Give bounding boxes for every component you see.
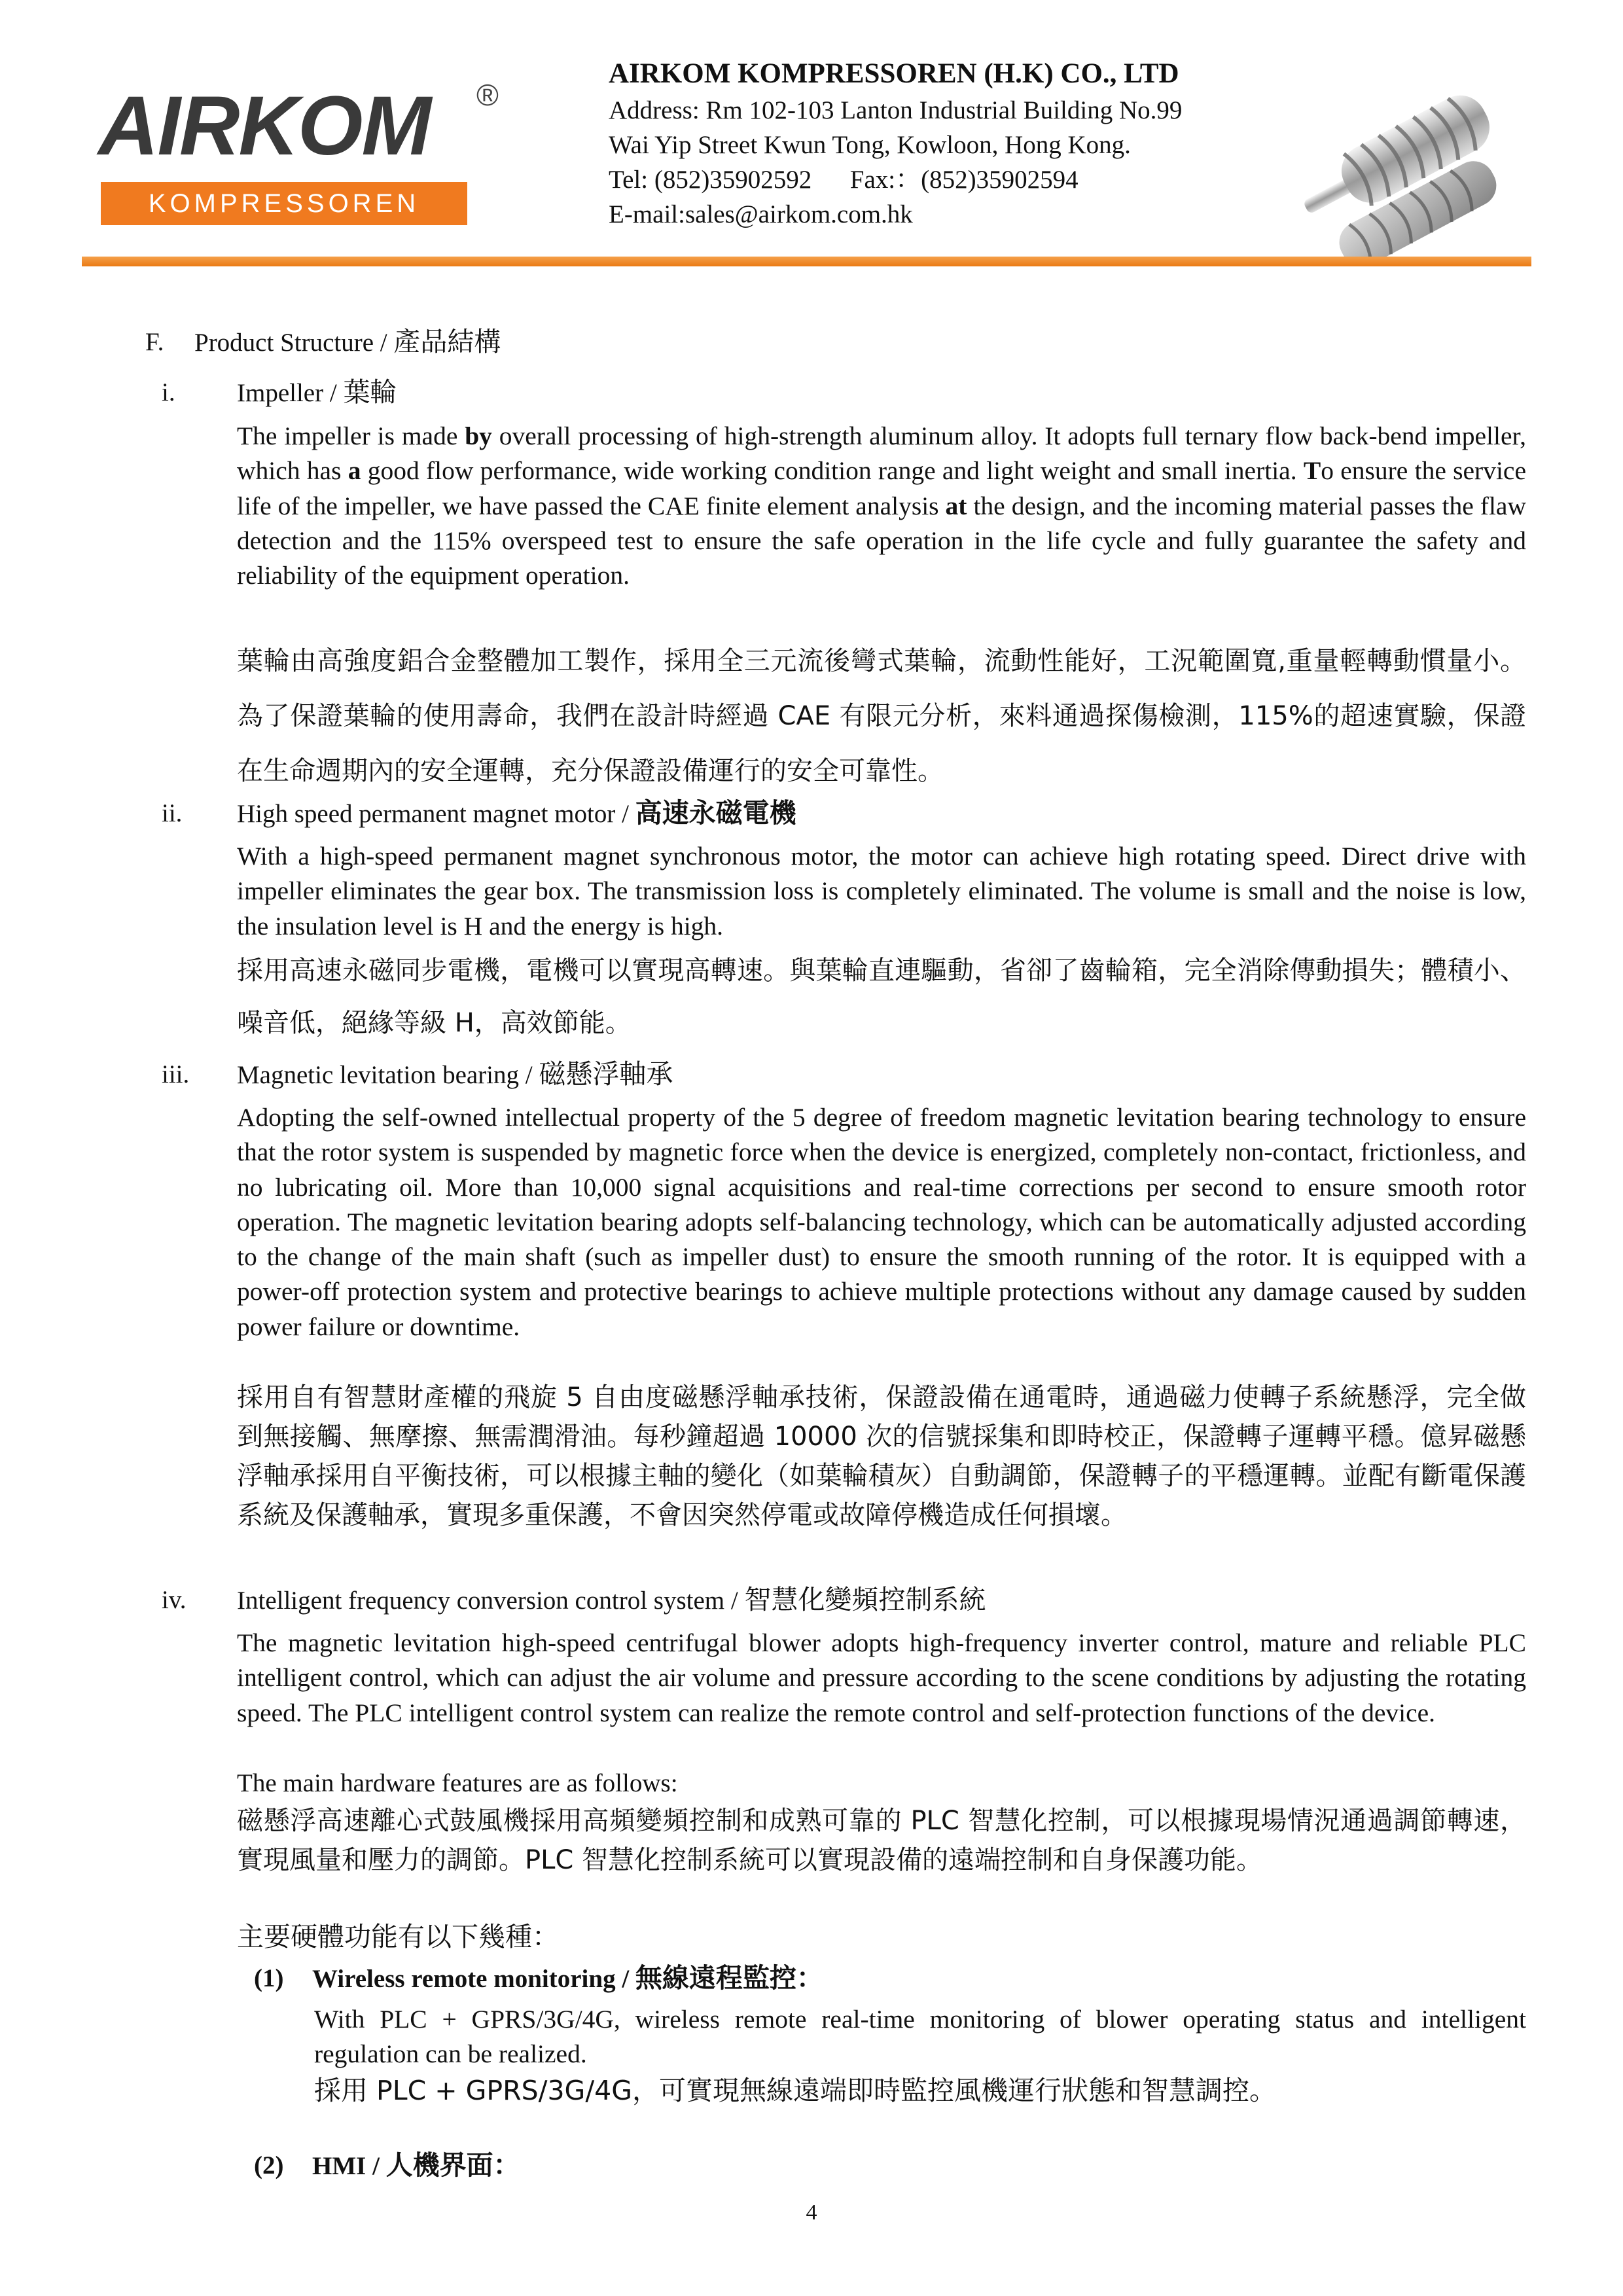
item-ii-paragraph-en: With a high-speed permanent magnet synchronous motor, the motor can achieve high rotating speed. Direct drive with impeller eliminates the gear box. The transmission loss is completely eliminated. The volume is small and the noise is low, the insulation level is H and the energy is high.	[237, 842, 1526, 941]
item-iv-title-zh: 智慧化變頻控制系統	[744, 1584, 986, 1615]
item-iii-marker: iii.	[162, 1060, 190, 1088]
item-iv-title	[237, 1583, 986, 1618]
sub-2-title-zh: 人機界面：	[385, 2149, 520, 2181]
company-address-line-2: Wai Yip Street Kwun Tong, Kowloon, Hong Kong.	[609, 131, 1131, 159]
sub-2-marker: (2)	[254, 2151, 284, 2179]
item-iv-title-en: Intelligent frequency conversion control system /	[237, 1587, 745, 1615]
company-logo	[98, 77, 517, 228]
company-email: E-mail:sales@airkom.com.hk	[609, 200, 913, 228]
item-iii-paragraph-zh: 採用自有智慧財產權的飛旋 5 自由度磁懸浮軸承技術，保證設備在通電時，通過磁力使轉子系統懸浮，完全做到無接觸、無摩擦、無需潤滑油。每秒鐘超過 10000 次的信號採集和即時校正，保證轉子運轉平穩。億昇磁懸浮軸承採用自平衡技術，可以根據主軸的變化（如葉輪積灰）自動調節，保證轉子的平穩運轉。並配有斷電保護系統及保護軸承，實現多重保護，不會因突然停電或故障停機造成任何損壞。	[237, 1382, 1526, 1530]
page-number: 4	[806, 2200, 817, 2225]
item-iv-paragraph-zh: 磁懸浮高速離心式鼓風機採用高頻變頻控制和成熟可靠的 PLC 智慧化控制，可以根據現場情況通過調節轉速，實現風量和壓力的調節。PLC 智慧化控制系統可以實現設備的遠端控制和自身保護功能。	[237, 1806, 1526, 1875]
item-ii-marker: ii.	[162, 799, 183, 827]
item-iv-features-en: The main hardware features are as follows:	[237, 1769, 678, 1797]
item-ii-title-zh: 高速永磁電機	[635, 797, 796, 829]
logo-wordmark: AIRKOM	[98, 79, 431, 173]
item-ii-title	[237, 796, 796, 831]
company-address-line-1: Address: Rm 102-103 Lanton Industrial Building No.99	[609, 96, 1183, 124]
item-iv-features-zh: 主要硬體功能有以下幾種：	[237, 1921, 559, 1952]
section-title-zh: 產品結構	[393, 326, 501, 357]
sub-1-title	[312, 1961, 823, 1996]
header-divider	[82, 257, 1531, 266]
item-ii-title-en: High speed permanent magnet motor /	[237, 800, 635, 828]
item-iii-paragraph-en: Adopting the self-owned intellectual property of the 5 degree of freedom magnetic levitation bearing technology to ensure that the rotor system is suspended by magnetic force when the device is energized, completely non-contact, frictionless, and no lubricating oil. More than 10,000 signal acquisitions and real-time corrections per second to ensure smooth rotor operation. The magnetic levitation bearing adopts self-balancing technology, which can be automatically adjusted according to the change of the main shaft (such as impeller dust) to ensure the smooth running of the rotor. It is equipped with a power-off protection system and protective bearings to achieve multiple protections without any damage caused by sudden power failure or downtime.	[237, 1103, 1526, 1341]
item-i-marker: i.	[162, 378, 175, 406]
item-iv-paragraph-en: The magnetic levitation high-speed centrifugal blower adopts high-frequency inverter control, mature and reliable PLC intelligent control, which can adjust the air volume and pressure according to the scene conditions by adjusting the rotating speed. The PLC intelligent control system can realize the remote control and self-protection functions of the device.	[237, 1628, 1526, 1727]
sub-1-title-en: Wireless remote monitoring /	[312, 1965, 635, 1993]
company-tel-fax: Tel: (852)35902592 Fax:：(852)35902594	[609, 166, 1079, 194]
company-info	[609, 55, 1296, 232]
section-title-en: Product Structure /	[194, 329, 394, 357]
item-i-title-en: Impeller /	[237, 379, 344, 407]
sub-1-paragraph-zh: 採用 PLC + GPRS/3G/4G，可實現無線遠端即時監控風機運行狀態和智慧調控。	[314, 2075, 1276, 2106]
registered-mark: ®	[476, 78, 499, 112]
item-iv-marker: iv.	[162, 1586, 187, 1614]
item-iii-title-zh: 磁懸浮軸承	[539, 1058, 673, 1090]
item-i-paragraph-zh: 葉輪由高強度鋁合金整體加工製作，採用全三元流後彎式葉輪，流動性能好，工況範圍寬,重量輕轉動慣量小。為了保證葉輪的使用壽命，我們在設計時經過 CAE 有限元分析，來料通過探傷檢測，115%的超速實驗，保證在生命週期內的安全運轉，充分保證設備運行的安全可靠性。	[237, 646, 1526, 786]
item-iii-title	[237, 1057, 673, 1092]
section-marker: F.	[145, 328, 164, 356]
item-i-title	[237, 375, 397, 410]
item-ii-paragraph-zh: 採用高速永磁同步電機，電機可以實現高轉速。與葉輪直連驅動，省卻了齒輪箱，完全消除傳動損失；體積小、噪音低，絕緣等級 H，高效節能。	[237, 956, 1526, 1038]
sub-1-title-zh: 無線遠程監控：	[635, 1962, 823, 1994]
section-title	[194, 325, 501, 360]
sub-1-paragraph-en: With PLC + GPRS/3G/4G, wireless remote real-time monitoring of blower operating status and intelligent regulation can be realized.	[314, 2005, 1526, 2069]
logo-subtext: KOMPRESSOREN	[101, 182, 467, 225]
screw-rotor-image	[1283, 63, 1535, 259]
item-i-title-zh: 葉輪	[343, 376, 397, 408]
item-iii-title-en: Magnetic levitation bearing /	[237, 1061, 539, 1089]
sub-2-title-en: HMI /	[312, 2152, 386, 2180]
company-name: AIRKOM KOMPRESSOREN (H.K) CO., LTD	[609, 58, 1179, 89]
item-i-paragraph-en: The impeller is made by overall processing of high-strength aluminum alloy. It adopts full ternary flow back-bend impeller, which has a good flow performance, wide working condition range and light weight and small inertia. To ensure the service life of the impeller, we have passed the CAE finite element analysis at the design, and the incoming material passes the flaw detection and the 115% overspeed test to ensure the safe operation in the life cycle and fully guarantee the safety and reliability of the equipment operation.	[237, 422, 1526, 590]
sub-2-title	[312, 2148, 520, 2183]
sub-1-marker: (1)	[254, 1964, 284, 1992]
